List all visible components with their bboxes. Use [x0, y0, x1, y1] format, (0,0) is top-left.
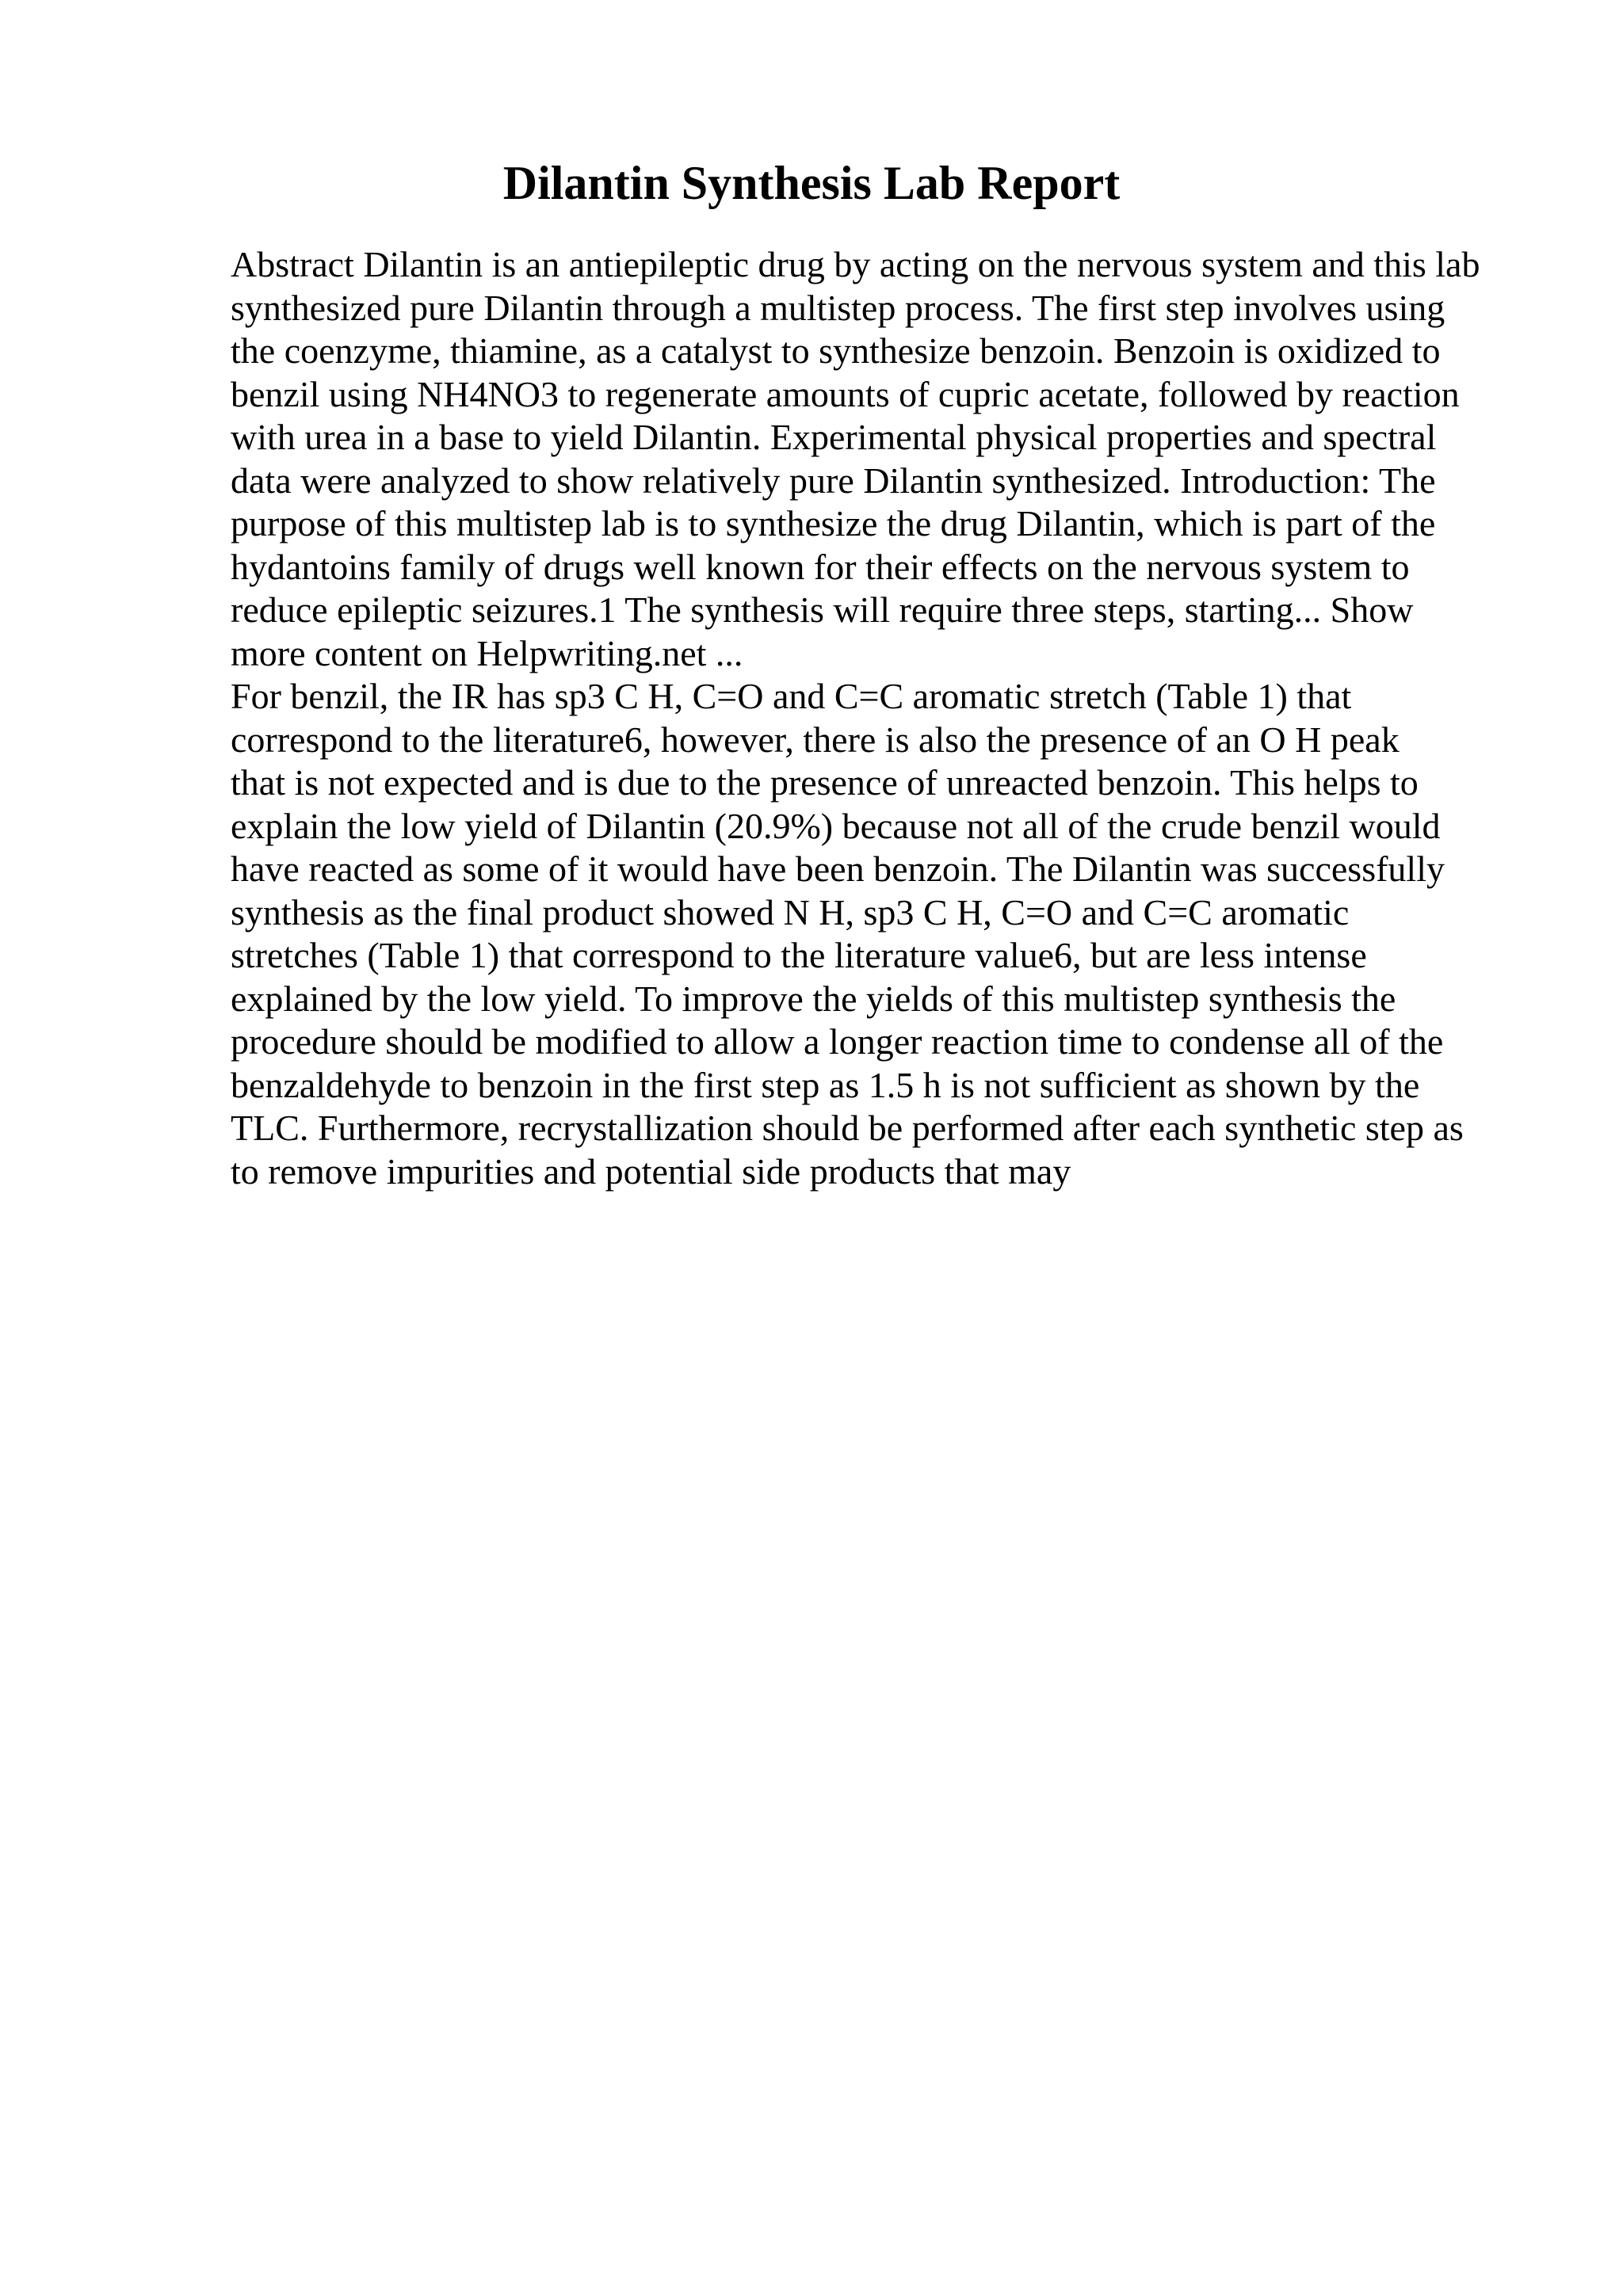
text-line: synthesis as the final product showed N H, sp3 C H, C=O and C=C aromatic — [231, 891, 1350, 933]
text-line: reduce epileptic seizures.1 The synthesis will require three steps, starting... Show — [231, 589, 1414, 630]
text-line: data were analyzed to show relatively pure Dilantin synthesized. Introduction: The — [231, 460, 1436, 501]
text-line: correspond to the literature6, however, there is also the presence of an O H peak — [231, 719, 1400, 760]
text-line: have reacted as some of it would have been benzoin. The Dilantin was successfully — [231, 849, 1445, 889]
abstract-paragraph — [231, 243, 1499, 675]
text-line: with urea in a base to yield Dilantin. Experimental physical properties and spectral — [231, 417, 1437, 457]
text-line: benzaldehyde to benzoin in the first step as 1.5 h is not sufficient as shown by the — [231, 1064, 1420, 1105]
text-line: TLC. Furthermore, recrystallization should be performed after each synthetic step as — [231, 1108, 1464, 1148]
text-line: hydantoins family of drugs well known for their effects on the nervous system to — [231, 546, 1410, 587]
text-line: the coenzyme, thiamine, as a catalyst to synthesize benzoin. Benzoin is oxidized to — [231, 330, 1441, 371]
text-line: benzil using NH4NO3 to regenerate amounts of cupric acetate, followed by reaction — [231, 373, 1460, 414]
text-line: purpose of this multistep lab is to synthesize the drug Dilantin, which is part of the — [231, 503, 1436, 543]
text-line: explained by the low yield. To improve the yields of this multistep synthesis the — [231, 978, 1396, 1019]
discussion-paragraph — [231, 675, 1499, 1193]
text-line: For benzil, the IR has sp3 C H, C=O and C=C aromatic stretch (Table 1) that — [231, 676, 1352, 716]
document-title: Dilantin Synthesis Lab Report — [502, 157, 1121, 209]
text-line: procedure should be modified to allow a longer reaction time to condense all of the — [231, 1021, 1444, 1062]
text-line: stretches (Table 1) that correspond to the literature value6, but are less intense — [231, 935, 1367, 975]
text-line: to remove impurities and potential side products that may — [231, 1150, 1071, 1192]
text-line: explain the low yield of Dilantin (20.9%) because not all of the crude benzil would — [231, 805, 1441, 846]
text-line: that is not expected and is due to the presence of unreacted benzoin. This helps to — [231, 762, 1419, 803]
document-body — [231, 243, 1499, 1193]
text-line: more content on Helpwriting.net ... — [231, 632, 743, 673]
text-line: Abstract Dilantin is an antiepileptic drug by acting on the nervous system and this lab — [231, 244, 1480, 284]
text-line: synthesized pure Dilantin through a multistep process. The first step involves using — [231, 287, 1445, 328]
